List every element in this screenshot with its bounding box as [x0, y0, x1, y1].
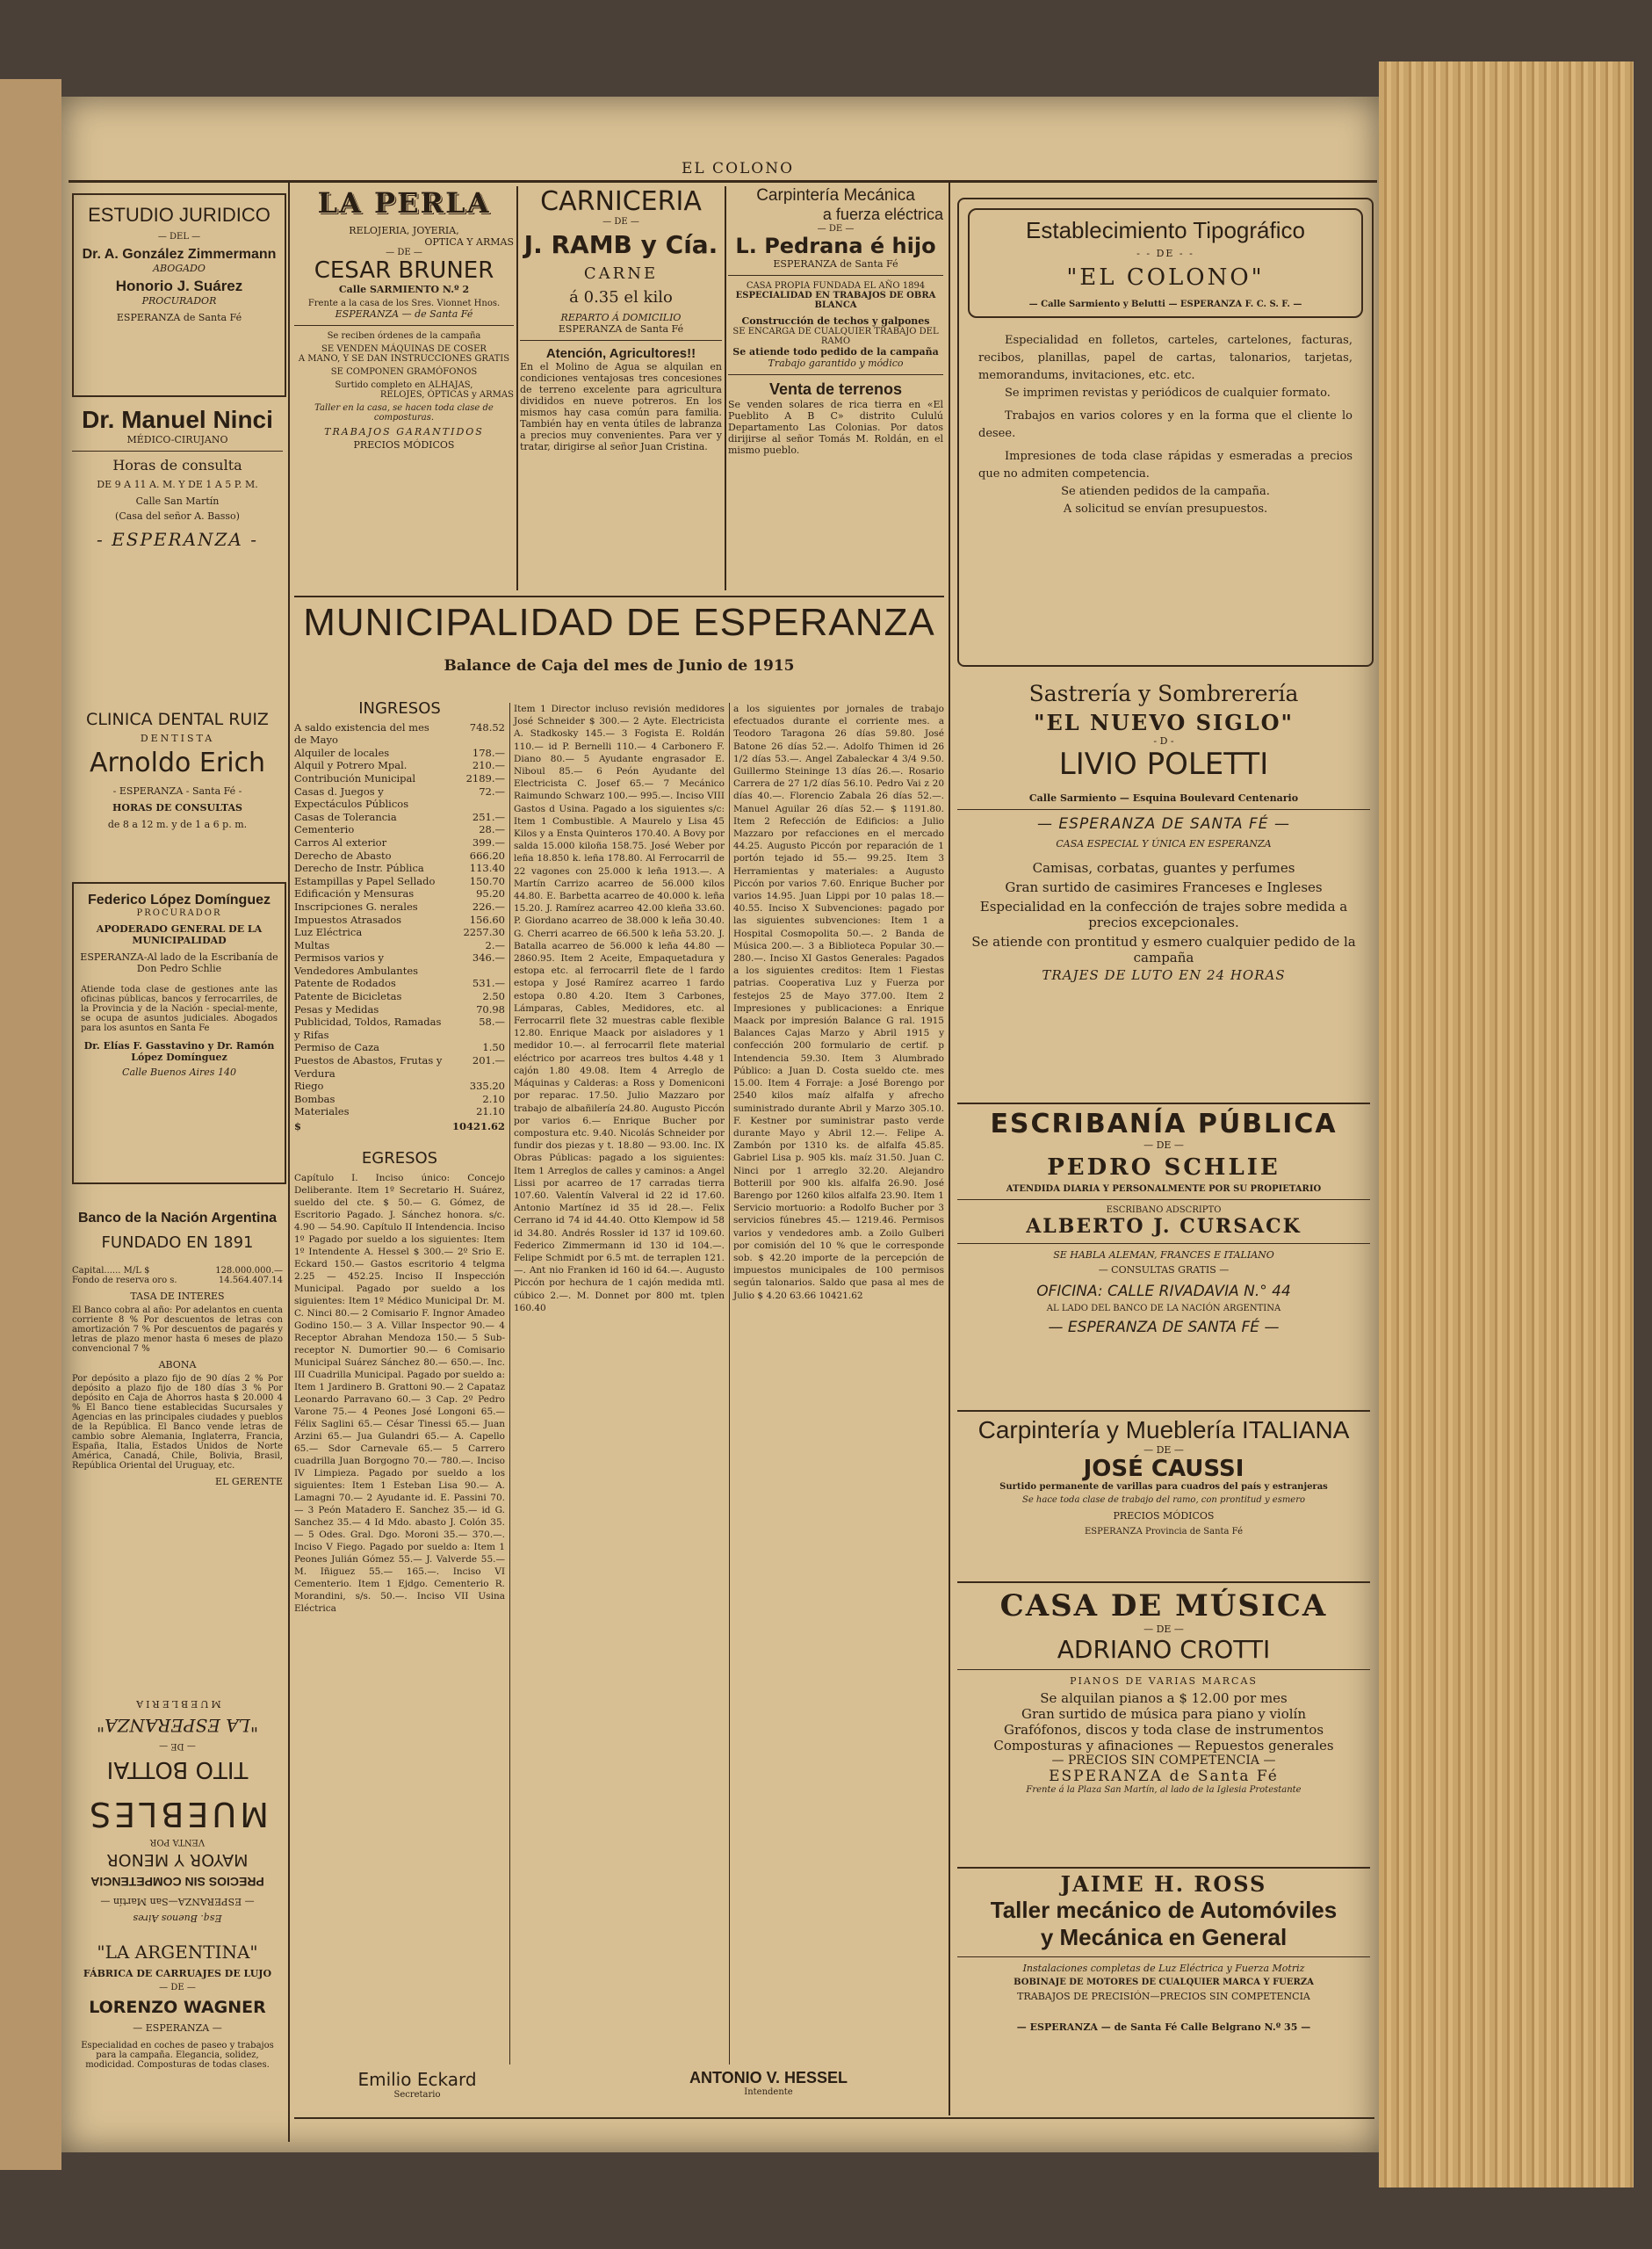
ad-ninci [72, 406, 283, 599]
pedrana-founded: CASA PROPIA FUNDADA EL AÑO 1894 [746, 281, 926, 291]
caussi-de: — DE — [1143, 1444, 1184, 1456]
argentina-kind: FÁBRICA DE CARRUAJES DE LUJO [83, 1968, 272, 1979]
musica-l4: Grafófonos, discos y toda clase de instrumentos [1003, 1722, 1324, 1738]
ad-la-perla [294, 186, 514, 590]
pedrana-line1: a fuerza eléctrica [822, 206, 943, 223]
caussi-city: ESPERANZA Provincia de Santa Fé [1084, 1527, 1243, 1537]
ingresos-amount: 399.— [472, 835, 505, 849]
ad-jaime-ross [957, 1871, 1370, 2091]
ad-escribania-publica [957, 1109, 1370, 1403]
column-rule-6 [949, 183, 950, 2115]
column-rule-1 [288, 183, 290, 2142]
sastreria-p4: Se atiende con prontitud y esmero cualquier pedido de la campaña [971, 934, 1356, 965]
sastreria-owner: LIVIO POLETTI [1058, 747, 1269, 782]
ingresos-row [294, 914, 505, 927]
clinica-hours: de 8 a 12 m. y de 1 a 6 p. m. [107, 819, 248, 830]
escribania-near: AL LADO DEL BANCO DE LA NACIÓN ARGENTINA [1046, 1304, 1281, 1313]
lopez-name: Federico López Domínguez [87, 893, 271, 908]
ingresos-row [294, 823, 505, 836]
pedrana-terrenos-title: Venta de terrenos [768, 380, 903, 398]
perla-title: LA PERLA [317, 186, 491, 220]
muebles-street: Esq. Buenos Aires [133, 1913, 222, 1924]
ingresos-amount: 210.— [472, 759, 505, 772]
tipografico-p3: Trabajos en varios colores y en la forma que el cliente lo desee. [978, 409, 1353, 440]
ingresos-row [294, 1080, 505, 1093]
ingresos-amount: 748.52 [469, 720, 505, 734]
banco-interest-body: El Banco cobra al año: Por adelantos en cuenta corriente 8 % Por descuentos de letras con amortización 7 % Por descuentos de pagarés y letras de plazo menor hasta 6 meses de plazo convencional 7 % [72, 1305, 283, 1354]
ingresos-amount: 226.— [472, 900, 505, 913]
ingresos-row [294, 1041, 505, 1054]
caussi-line2: Se hace toda clase de trabajo del ramo, con prontitud y esmero [1021, 1495, 1306, 1505]
running-title: EL COLONO [681, 160, 795, 177]
escribania-de: — DE — [1143, 1139, 1184, 1151]
egresos-col3: a los siguientes por jornales de trabajo efectuados durante el corriente mes. a Teodoro Taragona 26 días 59.80. José Batone 26 días 52.—. Adolfo Thimen id 26 1/2 días 53.—. Angel Zabaleckar 4 3/4 9.50. Guillermo Steininge 13 días 26.—. Rosario Carrera de 27 1/2 días 56.10. Pedro Vai z 20 días 40.—. Florencio Zabala 26 días 52.—. Manuel Aguilar 26 días 52.— $ 1191.80. Item 2 Refección de Edificios: a Julio Mazzaro por refacciones en el mercado 44.25. Augusto Piccón por reparación de 1 portón tejado id 55.— 99.25. Item 3 Herramientas y materiales: a Augusto Piccón por varios 7.60. Enrique Bucher por varios 14.95. Juan Lippi por 10 palas 18.— 40.55. Inciso X Subvenciones: pagado por las siguientes subvenciones: Item 1 a Hospital Cosmopolita 50.—. 2 Banda de Música 200.—. 3 a Biblioteca Popular 30.— 280.—. Inciso XI Gastos Generales: Pagados a los siguientes creditos: Item 1 Fiestas patrias. Cooperativa Luz y Fuerza por festejos 25 de Mayo 377.00. Item 2 Impresiones y publicaciones: a Enrique Maack por impresión Balance G ral. 1915 Balances Cajas Marzo y Abril 1915 y confección 200 formulario de certif. p Intendencia 59.30. Item 3 Alumbrado Público: a Juan D. Costa sueldo cte. mes 15.00. Item 4 Forraje: a José Borengo por 2540 kilos maíz alfalfa y afrecho suministrado durante Abril y Marzo 305.10. F. Kestner por suministrar pasto verde durante Mayo y Abril 12.—. Felipe A. Zambón por 1310 ks. de alfalfa 45.85. Gabriel Lisa p. 905 kls. maíz 31.50. Juan C. Ninci por 1 arreglo 32.20. Alejandro Botterill por 900 kls. alfalfa 26.90. José Barengo por 1260 kilos alfalfa 23.90. Item 1 Servicio mortuorio: a Rodolfo Bucher por 3 servicios fúnebres 45.— 1219.46. Permisos varios y vendedores amb. a Zoilo Gulberi por comisión del 10 % que le corresponde sob. $ 42.20 importe de la percepción de impuestos municipales de 100 permisos según talonarios. Saldo que pasa al mes de Julio $ 4.20 63.66 10421.62 [733, 704, 944, 1301]
ingresos-amount: 113.40 [469, 862, 505, 875]
ninci-city: - ESPERANZA - [97, 529, 258, 550]
ingresos-label: Impuestos Atrasados [294, 913, 402, 926]
carniceria-agri-body: En el Molino de Agua se alquilan en condiciones ventajosas tres concesiones de terreno excelente para agricultura divididos en nueve potreros. En los mismos hay casa común para familia. También hay en venta útiles de labranza a precios muy convenientes. Para ver y tratar, dirigirse al señor Juan Cristina. [520, 361, 722, 452]
ingresos-label: Publicidad, Toldos, Ramadas y Rifas [294, 1016, 442, 1041]
musica-l8: Frente á la Plaza San Martín, al lado de la Iglesia Protestante [1026, 1785, 1302, 1795]
clinica-title: CLINICA DENTAL RUIZ [86, 710, 269, 729]
ingresos-label: A saldo existencia del mes de Mayo [294, 720, 429, 747]
banco-reserve: 14.564.407.14 [218, 1276, 283, 1285]
ingresos-label: Alquil y Potrero Mpal. [294, 759, 408, 772]
municipal-title: MUNICIPALIDAD DE ESPERANZA [303, 601, 935, 644]
sastreria-city: — ESPERANZA DE SANTA FÉ — [1037, 815, 1290, 833]
argentina-name: "LA ARGENTINA" [97, 1942, 258, 1963]
carniceria-title: CARNICERIA [540, 186, 702, 217]
ingresos-amount: 1.50 [482, 1041, 505, 1054]
municipal-header [294, 601, 944, 698]
ingresos-title: INGRESOS [358, 699, 441, 718]
ad-casa-de-musica [957, 1588, 1370, 1861]
carniceria-agri-title: Atención, Agricultores!! [545, 346, 696, 361]
sastreria-p5: TRAJES DE LUTO EN 24 HORAS [1042, 967, 1286, 983]
ingresos-row [294, 977, 505, 990]
perla-line10: PRECIOS MÓDICOS [353, 439, 455, 451]
ingresos-label: Casas d. Juegos y Expectáculos Públicos [294, 785, 409, 811]
estudio-title: ESTUDIO JURIDICO [88, 204, 271, 226]
egresos-title: EGRESOS [361, 1148, 438, 1168]
ingresos-row [294, 759, 505, 772]
lopez-body: Atiende toda clase de gestiones ante las oficinas públicas, bancos y ferrocarriles, de la Provincia y de la Nación - special-mente, se ocupa de asuntos judiciales. Abogados para los asuntos en Santa Fe [81, 985, 278, 1033]
ross-line2: y Mecánica en General [1040, 1924, 1288, 1950]
lopez-location: ESPERANZA-Al lado de la Escribanía de Don Pedro Schlie [80, 951, 278, 974]
ross-line1: Taller mecánico de Automóviles [990, 1897, 1338, 1923]
ingresos-label: Estampillas y Papel Sellado [294, 874, 436, 887]
escribania-langs: SE HABLA ALEMAN, FRANCES E ITALIANO [1053, 1249, 1274, 1261]
muebles-de: — DE — [159, 1741, 196, 1751]
sig-left-name: Emilio Eckard [357, 2069, 477, 2090]
muebles-sale: MAYOR Y MENOR [106, 1850, 249, 1869]
perla-line7: RELOJES, ÓPTICAS y ARMAS [379, 390, 514, 400]
musica-l3: Gran surtido de música para piano y violín [1021, 1706, 1307, 1722]
ninci-house: (Casa del señor A. Basso) [115, 510, 240, 522]
ingresos-row [294, 836, 505, 850]
argentina-de: — DE — [159, 1983, 196, 1992]
ingresos-label: Contribución Municipal [294, 771, 416, 785]
ingresos-currency: $ [294, 1120, 302, 1132]
ingresos-total: 10421.62 [451, 1120, 505, 1132]
ingresos-label: Permisos varios y Vendedores Ambulantes [294, 951, 419, 977]
ingresos-row [294, 1054, 505, 1080]
perla-line8: Taller en la casa, se hacen toda clase de composturas. [314, 403, 494, 423]
ingresos-amount: 2189.— [465, 771, 505, 785]
tipografico-address: — Calle Sarmiento y Belutti — ESPERANZA F. C. S. F. — [1028, 300, 1302, 309]
carniceria-product: CARNE [583, 264, 659, 283]
musica-de: — DE — [1143, 1623, 1184, 1635]
ingresos-row [294, 1003, 505, 1016]
ingresos-row [294, 875, 505, 888]
ingresos-amount: 95.20 [476, 887, 505, 900]
escribania-city: — ESPERANZA DE SANTA FÉ — [1048, 1319, 1280, 1336]
muebles-kind: MUEBLERIA [133, 1698, 221, 1710]
musica-l1: PIANOS DE VARIAS MARCAS [1070, 1675, 1258, 1687]
ingresos-row [294, 990, 505, 1003]
lopez-lawyers: Dr. Elías F. Gasstavino y Dr. Ramón López Domínguez [83, 1040, 275, 1063]
municipal-column-1 [294, 699, 505, 1615]
rule-caussi [957, 1410, 1370, 1412]
ingresos-label: Cementerio [294, 823, 355, 836]
carniceria-price: á 0.35 el kilo [569, 288, 673, 307]
tipografico-name: "EL COLONO" [1066, 264, 1265, 291]
adjacent-page-edge [0, 79, 61, 2170]
ingresos-label: Bombas [294, 1092, 335, 1105]
ingresos-amount: 58.— [479, 1016, 505, 1029]
perla-line1: RELOJERIA, JOYERIA, [349, 225, 459, 236]
escribania-adscripto: ESCRIBANO ADSCRIPTO [1106, 1205, 1222, 1215]
banco-signature: EL GERENTE [215, 1476, 283, 1487]
banco-capital: 128.000.000.— [215, 1266, 283, 1276]
argentina-city: — ESPERANZA — [133, 2022, 222, 2034]
egresos-col2: Item 1 Director incluso revisión medidores José Schneider $ 300.— 2 Ayte. Electricista A. Stadkosky 145.— 3 Fogista E. Roldán 110.— id P. Bernelli 110.— 4 Carbonero F. Diano 80.— 5 Ayudante engrasador E. Niboul 85.— 6 Peón Ayudante del Electricista C. Josef 65.— 7 Mecánico Raimundo Schwarz 100.— 995.—. Inciso VIII Gastos d Usina. Pagado a los siguientes s/c: Item 1 Combustible. A Maurelo y Lisa 45 Kilos y a Ensta Quinteros 170.40. A Bovy por salda 15.000 kiloña 158.75. José Weber por leña 18.850 k. leña 178.80. Al Ferrocarril de 22 vagones con 25.000 k leña 1913.—. A Martín Carrizo acarreo de 56.000 kilos 44.80. E. Barbetta acarreo de 40.000 k. leña 15.20. J. Ramírez acarreo 42.00 kleña 33.60. P. Giordano acarreo de 38.000 k leña 30.40. G. Cherri acarreo de 66.500 k leña 53.20. J. Batalla acarreo de 56.000 k leña 44.80 — 2860.95. Item 2 Aceite, Empaquetadura y estopa etc. al ferrocarril flete de l fardo estopa y José Ramírez acarreo 1 fardo estopa 0.80 4.20. Item 3 Carbones, Lámparas, Cables, Medidores, etc. al Ferrocarril flete 32 muestras cable flexible 12.80. Enrique Maack por aisladores y 1 medidor 10.—. al ferrocarril flete material eléctrico por acarreos tres bultos 4.48 y 1 cajón 1.80 49.08. Item 4 Arreglo de Máquinas y Calderas: a Ross y Domeniconi por reparac. 17.50. Julio Mazzaro por trabajo de albañilería 24.80. Augusto Piccón por varios 6.— Enrique Bucher por compostura etc. 9.40. Nicolás Schneider por fundir dos piezas y t. 18.80 — 93.00. Inc. IX Obras Públicas: pagado a los siguientes: Item 1 Arreglos de calles y caminos: a Angel Lissi por acarreo de 17 carradas tierra 107.60. Valentín Valveral id 22 id 17.60. Antonio Martínez id 35 id 28.—. Felix Cerrano id 74 id 44.40. Otto Klempow id 58 id 34.80. Andrés Rossler id 137 id 109.60. Federico Zimmermann id 130 id 104.—. Felipe Schmidt por 6.5 mt. de terraplen 121.—. Ant nio Franken id 160 id 64.—. Augusto Piccón por hechura de 1 cajón medida mtl. cúbico 2.—. M. Donnet por 800 mt. tplen 160.40 [514, 704, 725, 1313]
ad-banco-nacion [72, 1211, 283, 1667]
ingresos-row [294, 1105, 505, 1118]
ross-owner: JAIME H. ROSS [1060, 1871, 1267, 1897]
ingresos-row [294, 862, 505, 875]
ad-estudio-juridico [72, 193, 286, 397]
perla-owner: CESAR BRUNER [314, 257, 494, 284]
bottom-rule [294, 2117, 1374, 2119]
muebles-city: — ESPERANZA—San Martín — [100, 1896, 255, 1907]
municipal-column-2 [514, 703, 725, 1314]
ad-establecimiento-tipografico [957, 198, 1374, 667]
muebles-title: MUEBLES [86, 1795, 269, 1833]
ninci-street: Calle San Martín [135, 495, 220, 507]
tipografico-p4: Impresiones de toda clase rápidas y esmeradas a precios que no admiten competencia. [978, 450, 1353, 481]
caussi-prices: PRECIOS MÓDICOS [1113, 1510, 1215, 1522]
carniceria-delivery: REPARTO Á DOMICILIO [560, 312, 682, 323]
signature-intendente [650, 2069, 887, 2113]
tipografico-p5: Se atienden pedidos de la campaña. [1061, 485, 1270, 498]
municipal-column-3 [733, 703, 944, 1302]
ingresos-row [294, 926, 505, 939]
carniceria-city: ESPERANZA de Santa Fé [558, 323, 684, 335]
ingresos-row [294, 951, 505, 977]
tipografico-de: - - DE - - [1136, 248, 1194, 259]
carniceria-de: — DE — [602, 217, 639, 227]
column-rule-3 [725, 186, 726, 590]
municipal-subtitle: Balance de Caja del mes de Junio de 1915 [444, 657, 795, 675]
ingresos-label: Derecho de Instr. Pública [294, 862, 424, 875]
argentina-owner: LORENZO WAGNER [89, 1998, 266, 2017]
signature-secretario [299, 2069, 536, 2113]
ingresos-row [294, 939, 505, 952]
muebles-store: "LA ESPERANZA" [96, 1715, 259, 1736]
tipografico-p6: A solicitud se envían presupuestos. [1063, 503, 1268, 516]
ingresos-amount: 2.10 [482, 1092, 505, 1105]
egresos-col1: Capítulo I. Inciso único: Concejo Deliberante. Item 1º Secretario H. Suárez, sueldo del cte. $ 50.— G. Gómez, de Escritorio Pagado. J. Sánchez honora. s/c. 4.90 — 54.90. Capítulo II Intendencia. Inciso 1º Pagado por sueldo a los siguientes: Item 1º Intendente A. Hessel $ 300.— 2º Srio E. Eckard 150.— Gastos escritorio 4 telgma 2.25 — 452.25. Inciso II Inspección Municipal. Pagado por sueldo a los siguientes: Item 1º Médico Municipal Dr. M. C. Ninci 80.— 2 Comisario F. Ingnor Amadeo Godino 150.— 3 A. Villar Inspector 90.— 4 Receptor Abrahan Mendoza 150.— 5 Sub-receptor N. Dumortier 90.— 6 Comisario Municipal Suárez Sánchez 80.— 650.—. Inc. III Cuadrilla Municipal. Pagado por sueldo a: Item 1 Jardinero B. Grattoni 90.— 2 Capataz Leonardo Parravano 60.— 3 Cap. 2º Pedro Varone 75.— 4 Peones José Longoni 65.— Félix Saglini 65.— César Tinessi 65.— Juan Arzini 65.— Jua Gulandri 65.— A. Capello 65.— Sdor Carnevale 65.— 5 Carrero cuadrilla Juan Borgogno 70.— 780.—. Inciso IV Limpieza. Pagado por sueldo a los siguientes: Item 1 Esteban Lisa 90.— A. Lamagni 70.— 2 Ayudante id. E. Passini 70.— 3 Peón Matadero E. Sanchez 35.— id G. Sanchez 35.— 4 Id Mdo. abasto J. Colón 35.— 5 Odes. Gral. Dgo. Moroni 35.— 370.—. Inciso V Fiego. Pagado por sueldo a: Item 1 Peones Julián Gómez 55.— J. Valverde 55.— M. Iñiguez 55.— 165.—. Inciso VI Cementerio. Item 1 Ejdgo. Cementerio R. Morandini, s/s. 50.—. Inciso VII Usina Eléctrica [294, 1173, 505, 1615]
ingresos-label: Derecho de Abasto [294, 849, 392, 862]
estudio-del: — DEL — [157, 232, 201, 242]
caussi-owner: JOSÉ CAUSSI [1083, 1456, 1244, 1482]
ingresos-list [294, 721, 505, 1118]
ad-caussi [957, 1416, 1370, 1570]
ingresos-row [294, 811, 505, 824]
estudio-role2: PROCURADOR [141, 295, 217, 307]
municipal-top-rule [294, 596, 944, 597]
clinica-city: - ESPERANZA - Santa Fé - [112, 785, 242, 797]
tipografico-p1: Especialidad en folletos, carteles, cartelones, facturas, recibos, planillas, papel de cartas, talonarios, tarjetas, memorandums, invitaciones, etc. etc. [978, 334, 1353, 382]
estudio-role1: ABOGADO [153, 263, 206, 274]
ingresos-row [294, 900, 505, 914]
sastreria-p1: Camisas, corbatas, guantes y perfumes [1032, 860, 1295, 876]
ingresos-amount: 28.— [479, 823, 505, 836]
ross-l6: — ESPERANZA — de Santa Fé Calle Belgrano N.º 35 — [1016, 2021, 1311, 2033]
ingresos-amount: 335.20 [469, 1080, 505, 1093]
ingresos-label: Inscripciones G. nerales [294, 900, 418, 913]
ingresos-label: Patente de Rodados [294, 977, 396, 990]
ninci-role: MÉDICO-CIRUJANO [126, 434, 228, 445]
perla-line9: TRABAJOS GARANTIDOS [324, 426, 484, 438]
banco-title: Banco de la Nación Argentina [77, 1211, 278, 1226]
caussi-line1: Surtido permanente de varillas para cuadros del país y estranjeras [999, 1482, 1328, 1492]
musica-l2: Se alquilan pianos a $ 12.00 por mes [1040, 1690, 1288, 1706]
carniceria-owner: J. RAMB y Cía. [523, 230, 718, 259]
ingresos-label: Luz Eléctrica [294, 926, 363, 939]
ingresos-row [294, 850, 505, 863]
ingresos-amount: 251.— [472, 810, 505, 823]
ingresos-amount: 72.— [479, 785, 505, 798]
caussi-title: Carpintería y Mueblería ITALIANA [977, 1416, 1350, 1443]
bound-page-stack [1379, 61, 1634, 2188]
ingresos-amount: 666.20 [469, 849, 505, 862]
ad-carniceria [520, 186, 722, 590]
perla-de: — DE — [386, 248, 422, 257]
ingresos-row [294, 747, 505, 760]
clinica-role: DENTISTA [140, 733, 215, 744]
ad-la-argentina [72, 1942, 283, 2126]
ad-clinica-dental [72, 710, 283, 877]
ingresos-label: Riego [294, 1080, 324, 1093]
rule-musica [957, 1581, 1370, 1583]
musica-l5: Composturas y afinaciones — Repuestos generales [993, 1738, 1334, 1754]
escribania-title: ESCRIBANÍA PÚBLICA [990, 1109, 1338, 1139]
pedrana-line2: Construcción de techos y galpones [741, 315, 930, 327]
argentina-body: Especialidad en coches de paseo y trabajos para la campaña. Elegancia, solidez, modicidad. Composturas de todas clases. [81, 2041, 274, 2070]
ninci-hours: DE 9 A 11 A. M. Y DE 1 A 5 P. M. [97, 479, 258, 490]
ross-l3: Instalaciones completas de Luz Eléctrica y Fuerza Motriz [1022, 1963, 1305, 1974]
ad-pedrana [728, 186, 943, 590]
pedrana-owner: L. Pedrana é hijo [735, 234, 936, 258]
pedrana-city: ESPERANZA de Santa Fé [773, 258, 898, 270]
perla-orders: Se reciben órdenes de la campaña [327, 331, 481, 341]
perla-line6: Surtido completo en ALHAJAS, [335, 380, 473, 390]
banco-pays-title: ABONA [158, 1359, 197, 1370]
ingresos-row [294, 1093, 505, 1106]
estudio-second: Honorio J. Suárez [115, 278, 243, 294]
column-rule-4 [509, 703, 510, 2065]
pedrana-title: Carpintería Mecánica [756, 186, 915, 205]
ingresos-amount: 346.— [472, 951, 505, 965]
escribania-owner: PEDRO SCHLIE [1047, 1154, 1280, 1181]
ingresos-label: Puestos de Abastos, Frutas y Verdura [294, 1054, 443, 1080]
ingresos-label: Patente de Bicicletas [294, 990, 402, 1003]
ingresos-label: Permiso de Caza [294, 1041, 379, 1054]
ingresos-row [294, 887, 505, 900]
escribania-attend: ATENDIDA DIARIA Y PERSONALMENTE POR SU PROPIETARIO [1006, 1184, 1322, 1194]
sastreria-p3: Especialidad en la confección de trajes sobre medida a precios excepcionales. [979, 899, 1348, 930]
banco-interest-title: TASA DE INTERES [130, 1291, 225, 1302]
pedrana-spec: ESPECIALIDAD EN TRABAJOS DE OBRA BLANCA [735, 291, 936, 310]
muebles-venta: VENTA POR [149, 1837, 206, 1847]
ingresos-row [294, 785, 505, 811]
ingresos-label: Pesas y Medidas [294, 1002, 379, 1016]
clinica-hours-title: HORAS DE CONSULTAS [112, 802, 242, 814]
pedrana-de: — DE — [817, 224, 855, 234]
ingresos-amount: 178.— [472, 746, 505, 759]
ingresos-amount: 156.60 [469, 913, 505, 926]
tipografico-p2: Se imprimen revistas y periódicos de cualquier formato. [1005, 387, 1331, 400]
ninci-name: Dr. Manuel Ninci [82, 406, 273, 433]
lopez-street: Calle Buenos Aires 140 [122, 1067, 236, 1078]
musica-l7: ESPERANZA de Santa Fé [1049, 1768, 1279, 1785]
ingresos-label: Edificación y Mensuras [294, 887, 415, 900]
ingresos-label: Materiales [294, 1105, 350, 1118]
perla-near: Frente a la casa de los Sres. Vionnet Hnos. [307, 299, 501, 308]
ross-l4: BOBINAJE DE MOTORES DE CUALQUIER MARCA Y FUERZA [1014, 1978, 1314, 1987]
perla-street: Calle SARMIENTO N.º 2 [338, 284, 470, 295]
banco-reserve-label: Fondo de reserva oro s. [72, 1276, 177, 1285]
ingresos-label: Alquiler de locales [294, 746, 390, 759]
clinica-name: Arnoldo Erich [89, 748, 266, 778]
column-rule-2 [516, 186, 518, 590]
ingresos-label: Carros Al exterior [294, 835, 387, 849]
ingresos-label: Casas de Tolerancia [294, 810, 397, 823]
escribania-free: — CONSULTAS GRATIS — [1098, 1264, 1230, 1276]
ingresos-amount: 201.— [472, 1054, 505, 1067]
ingresos-amount: 2257.30 [463, 926, 505, 939]
perla-line2: OPTICA Y ARMAS [424, 236, 514, 248]
ingresos-row [294, 721, 505, 747]
banco-founded: FUNDADO EN 1891 [101, 1233, 254, 1252]
ingresos-amount: 150.70 [469, 874, 505, 887]
muebles-owner: TITO BOTTAI [106, 1756, 249, 1783]
top-rule [69, 180, 1377, 183]
estudio-lawyer: Dr. A. González Zimmermann [82, 247, 277, 262]
sastreria-name: "EL NUEVO SIGLO" [1034, 710, 1294, 735]
escribania-second: ALBERTO J. CURSACK [1026, 1215, 1302, 1238]
perla-city: ESPERANZA — de Santa Fé [335, 308, 473, 320]
tipografico-title: Establecimiento Tipográfico [1026, 217, 1305, 243]
banco-capital-label: Capital...... M/L $ [72, 1266, 150, 1276]
perla-line5: SE COMPONEN GRAMÓFONOS [330, 367, 478, 377]
ingresos-amount: 21.10 [476, 1105, 505, 1118]
pedrana-line5: Trabajo garantido y módico [768, 358, 904, 369]
muebles-prices: PRECIOS SIN COMPETENCIA [90, 1875, 264, 1889]
ingresos-amount: 2.50 [482, 990, 505, 1003]
sig-right-role: Intendente [744, 2087, 793, 2097]
ingresos-amount: 531.— [472, 977, 505, 990]
lopez-title: APODERADO GENERAL DE LA MUNICIPALIDAD [96, 923, 263, 946]
ad-muebles-upside-down [72, 1660, 283, 1924]
pedrana-line3: SE ENCARGA DE CUALQUIER TRABAJO DEL RAMO [732, 327, 939, 346]
ingresos-label: Multas [294, 938, 330, 951]
rule-escribania [957, 1103, 1370, 1104]
perla-line4: A MANO, Y SE DAN INSTRUCCIONES GRATIS [298, 354, 510, 364]
sastreria-street: Calle Sarmiento — Esquina Boulevard Centenario [1028, 792, 1299, 804]
ingresos-amount: 70.98 [476, 1002, 505, 1016]
ingresos-amount: 2.— [485, 938, 505, 951]
sastreria-tag: CASA ESPECIAL Y ÚNICA EN ESPERANZA [1056, 838, 1272, 850]
musica-title: CASA DE MÚSICA [999, 1588, 1328, 1623]
pedrana-line4: Se atiende todo pedido de la campaña [732, 346, 939, 358]
perla-line3: SE VENDEN MÁQUINAS DE COSER [321, 344, 487, 354]
ad-sastreria-nuevo-siglo [957, 681, 1370, 1094]
sig-left-role: Secretario [393, 2090, 441, 2100]
musica-l6: — PRECIOS SIN COMPETENCIA — [1051, 1754, 1276, 1768]
rule-ross [957, 1867, 1370, 1869]
ingresos-row [294, 1016, 505, 1041]
ingresos-row [294, 772, 505, 785]
sig-right-name: ANTONIO V. HESSEL [689, 2069, 848, 2086]
escribania-office: OFICINA: CALLE RIVADAVIA N.° 44 [1036, 1283, 1291, 1300]
ad-lopez-dominguez [72, 882, 286, 1184]
banco-pays-body: Por depósito a plazo fijo de 90 días 2 % Por depósito a plazo fijo de 180 días 3 % Por depósito en Caja de Ahorros hasta $ 20.000 4 % El Banco tiene establecidas Sucursales y Agencias en las principales ciudades y pueblos de la República. El Banco vende letras de cambio sobre Alemania, Inglaterra, Francia, España, Italia, Estados Unidos de Norte América, Canadá, Chile, Bolivia, Brasil, República Oriental del Uruguay, etc. [72, 1374, 283, 1471]
sastreria-p2: Gran surtido de casimires Franceses e Ingleses [1005, 879, 1323, 895]
column-rule-5 [729, 703, 730, 2065]
musica-owner: ADRIANO CROTTI [1057, 1635, 1271, 1664]
lopez-role: PROCURADOR [136, 908, 222, 918]
ninci-hours-title: Horas de consulta [112, 457, 242, 474]
estudio-city: ESPERANZA de Santa Fé [116, 312, 242, 323]
sastreria-title: Sastrería y Sombrerería [1028, 681, 1299, 706]
pedrana-terrenos-body: Se venden solares de rica tierra en «El Pueblito A B C» distrito Cululú Departamento Las Colonias. Por datos dirijirse al señor Tomás M. Roldán, en el mismo pueblo. [728, 399, 943, 456]
ross-l5: TRABAJOS DE PRECISIÓN—PRECIOS SIN COMPETENCIA [1017, 1991, 1310, 2002]
sastreria-de: - D - [1153, 735, 1174, 747]
